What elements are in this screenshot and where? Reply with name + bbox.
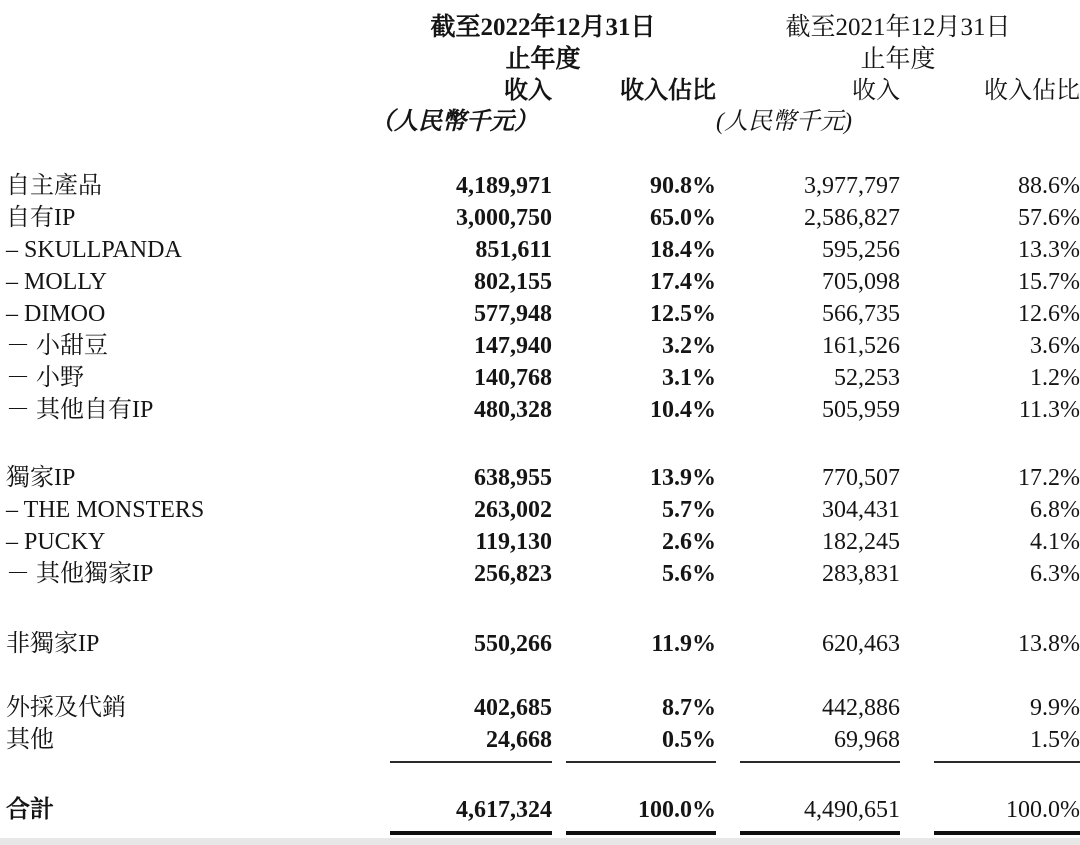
revenue-2022: 256,823 [474, 561, 552, 587]
subtotal-rule [716, 756, 900, 772]
revenue-2021: 3,977,797 [804, 173, 901, 199]
share-2021: 13.8% [1018, 631, 1080, 657]
table-row [6, 202, 1080, 234]
revenue-2021: 505,959 [822, 397, 901, 423]
unit-label-2021: (人民幣千元) [716, 109, 852, 135]
col-header-share-2021: 收入佔比 [984, 78, 1080, 104]
period-2022-line2: 止年度 [505, 46, 581, 73]
share-2022: 3.2% [662, 333, 717, 359]
revenue-2022: 550,266 [474, 631, 552, 657]
row-label: – MOLLY [6, 269, 107, 295]
total-revenue-2021: 4,490,651 [804, 797, 901, 823]
share-2021: 1.2% [1030, 365, 1080, 391]
empty-cell [6, 106, 370, 138]
share-2022: 5.7% [662, 497, 717, 523]
col-header-share-2022: 收入佔比 [620, 78, 717, 104]
table-row [6, 170, 1080, 202]
share-2022: 65.0% [650, 205, 717, 231]
table-row [6, 330, 1080, 362]
revenue-2021: 283,831 [822, 561, 901, 587]
revenue-2022: 4,189,971 [456, 173, 552, 199]
table-row [6, 526, 1080, 558]
share-2022: 0.5% [662, 727, 717, 753]
row-label: 獨家IP [6, 465, 76, 491]
revenue-2022: 638,955 [474, 465, 552, 491]
revenue-breakdown-table [6, 0, 1080, 842]
period-header-row [6, 0, 1080, 76]
row-label: – THE MONSTERS [6, 497, 205, 523]
share-2022: 2.6% [662, 529, 717, 555]
column-header-row [6, 76, 1080, 106]
share-2021: 12.6% [1018, 301, 1080, 327]
share-2021: 1.5% [1030, 727, 1080, 753]
revenue-2021: 770,507 [822, 465, 901, 491]
share-2021: 6.8% [1030, 497, 1080, 523]
revenue-2021: 304,431 [822, 497, 901, 523]
empty-cell [900, 106, 1080, 138]
share-2022: 8.7% [662, 695, 717, 721]
row-label: 自主產品 [6, 173, 102, 199]
subtotal-rule [552, 756, 716, 772]
table-row [6, 394, 1080, 426]
col-header-revenue-2021: 收入 [852, 78, 901, 104]
total-share-2021: 100.0% [1006, 797, 1080, 823]
spacer-row [6, 660, 1080, 692]
share-2022: 11.9% [651, 631, 717, 657]
table-row [6, 234, 1080, 266]
row-label: 外採及代銷 [6, 695, 126, 721]
revenue-2021: 52,253 [834, 365, 901, 391]
subtotal-rule [900, 756, 1080, 772]
spacer-row [6, 426, 1080, 462]
total-revenue-2022: 4,617,324 [456, 797, 552, 823]
revenue-2021: 182,245 [822, 529, 901, 555]
period-2021-line2: 止年度 [860, 46, 936, 73]
bottom-edge-strip [0, 838, 1080, 845]
period-2021-header [716, 0, 1080, 76]
empty-cell [552, 106, 716, 138]
subtotal-rule-row [6, 756, 1080, 772]
total-share-2022: 100.0% [638, 797, 717, 823]
revenue-2022: 24,668 [486, 727, 552, 753]
revenue-2021: 161,526 [822, 333, 901, 359]
share-2022: 12.5% [650, 301, 717, 327]
table-row [6, 298, 1080, 330]
table-row [6, 494, 1080, 526]
table-row [6, 558, 1080, 590]
table-row [6, 692, 1080, 724]
revenue-2022: 402,685 [474, 695, 552, 721]
revenue-2022: 851,611 [475, 237, 552, 263]
revenue-2021: 69,968 [834, 727, 901, 753]
row-label: － 小野 [6, 365, 84, 391]
unit-row [6, 106, 1080, 138]
share-2022: 10.4% [650, 397, 717, 423]
revenue-2022: 480,328 [474, 397, 552, 423]
total-row [6, 794, 1080, 826]
share-2022: 5.6% [662, 561, 717, 587]
col-header-revenue-2022: 收入 [504, 78, 552, 104]
share-2021: 57.6% [1018, 205, 1080, 231]
revenue-2022: 147,940 [474, 333, 552, 359]
share-2022: 18.4% [650, 237, 717, 263]
row-label: － 小甜豆 [6, 333, 108, 359]
period-2021-line1: 截至2021年12月31日 [785, 14, 1011, 41]
table-row [6, 724, 1080, 756]
empty-cell [6, 756, 370, 772]
revenue-2021: 620,463 [822, 631, 901, 657]
row-label: – SKULLPANDA [6, 237, 182, 263]
unit-label-2022: （人民幣千元） [370, 109, 538, 135]
spacer-row [6, 138, 1080, 170]
share-2021: 6.3% [1030, 561, 1080, 587]
share-2022: 3.1% [662, 365, 717, 391]
table-row [6, 362, 1080, 394]
row-label: 其他 [6, 727, 54, 753]
revenue-2022: 577,948 [474, 301, 552, 327]
share-2021: 88.6% [1018, 173, 1080, 199]
revenue-2021: 442,886 [822, 695, 901, 721]
revenue-2021: 566,735 [822, 301, 901, 327]
row-label: 非獨家IP [6, 631, 100, 657]
table-row [6, 628, 1080, 660]
share-2021: 3.6% [1030, 333, 1080, 359]
revenue-2022: 119,130 [475, 529, 552, 555]
row-label: － 其他獨家IP [6, 561, 154, 587]
empty-cell [6, 76, 370, 106]
table-row [6, 462, 1080, 494]
empty-cell [6, 0, 370, 76]
revenue-2022: 802,155 [474, 269, 552, 295]
spacer-row [6, 772, 1080, 794]
spacer-row [6, 590, 1080, 628]
share-2022: 13.9% [650, 465, 717, 491]
share-2021: 11.3% [1018, 397, 1080, 423]
share-2021: 13.3% [1018, 237, 1080, 263]
revenue-2021: 705,098 [822, 269, 901, 295]
subtotal-rule [370, 756, 552, 772]
total-label: 合計 [6, 797, 54, 823]
row-label: – PUCKY [6, 529, 106, 555]
share-2022: 90.8% [650, 173, 717, 199]
share-2021: 15.7% [1018, 269, 1080, 295]
revenue-2021: 595,256 [822, 237, 901, 263]
revenue-2022: 3,000,750 [456, 205, 552, 231]
table-row [6, 266, 1080, 298]
share-2021: 17.2% [1018, 465, 1080, 491]
share-2022: 17.4% [650, 269, 717, 295]
share-2021: 4.1% [1030, 529, 1080, 555]
revenue-2021: 2,586,827 [804, 205, 901, 231]
period-2022-header [370, 0, 716, 76]
row-label: － 其他自有IP [6, 397, 154, 423]
revenue-2022: 263,002 [474, 497, 552, 523]
period-2022-line1: 截至2022年12月31日 [430, 14, 656, 41]
row-label: 自有IP [6, 205, 76, 231]
revenue-2022: 140,768 [474, 365, 552, 391]
share-2021: 9.9% [1030, 695, 1080, 721]
row-label: – DIMOO [6, 301, 106, 327]
